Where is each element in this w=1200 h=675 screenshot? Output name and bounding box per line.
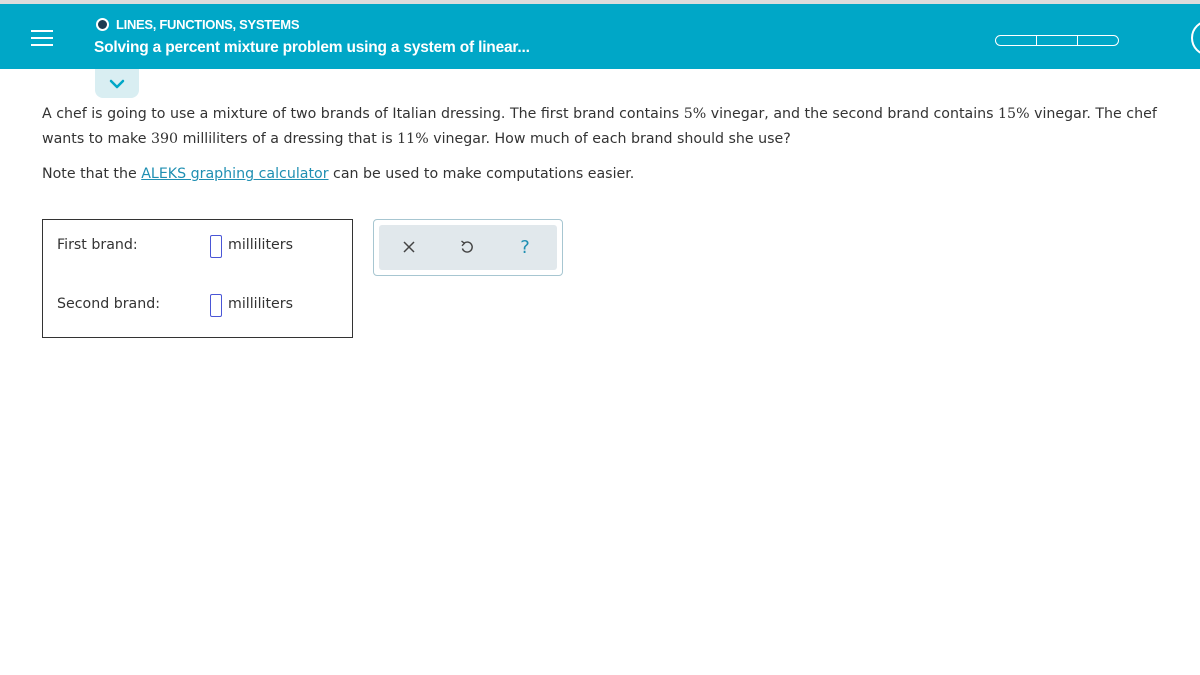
problem-text: vinegar. The chef [1029,106,1157,122]
progress-bar [995,35,1119,46]
graphing-calculator-link[interactable]: ALEKS graphing calculator [141,166,329,182]
lesson-title: Solving a percent mixture problem using a system of linear... [94,39,530,56]
percent-target: 11% [397,131,429,147]
problem-statement [42,102,1192,152]
chevron-down-icon [109,79,125,89]
first-brand-input[interactable] [210,235,222,258]
problem-line-1 [42,102,1192,127]
second-brand-input[interactable] [210,294,222,317]
progress-segment [996,36,1037,45]
problem-text: wants to make [42,131,151,147]
note-text: Note that the [42,166,142,182]
avatar[interactable] [1191,20,1200,56]
progress-segment [1078,36,1118,45]
help-icon: ? [520,236,530,258]
problem-line-2 [42,127,1192,152]
second-brand-unit: milliliters [228,296,293,312]
tool-bar [379,225,557,270]
note-text: can be used to make computations easier. [328,166,635,182]
help-button[interactable] [513,235,537,259]
clear-button[interactable] [397,235,421,259]
header-bar [0,4,1200,69]
problem-text: A chef is going to use a mixture of two brands of Italian dressing. The first brand contains [42,106,684,122]
problem-text: vinegar. How much of each brand should she use? [428,131,791,147]
percent-second: 15% [998,106,1030,122]
topic-status-icon [96,18,109,31]
problem-text: vinegar, and the second brand contains [706,106,999,122]
calculator-note [42,162,634,186]
answer-tools [373,219,563,276]
hamburger-menu-icon[interactable] [31,30,53,48]
second-brand-label: Second brand: [57,296,161,312]
undo-icon [459,239,475,255]
topic-row [96,17,299,32]
percent-first: 5% [683,106,707,122]
total-amount: 390 [150,131,179,147]
first-brand-label: First brand: [57,237,138,253]
progress-segment [1037,36,1078,45]
close-icon [402,240,416,254]
expand-toggle-button[interactable] [95,69,139,98]
first-brand-unit: milliliters [228,237,293,253]
topic-label: LINES, FUNCTIONS, SYSTEMS [116,17,300,32]
answer-panel [42,219,353,338]
undo-button[interactable] [455,235,479,259]
problem-text: milliliters of a dressing that is [178,131,398,147]
